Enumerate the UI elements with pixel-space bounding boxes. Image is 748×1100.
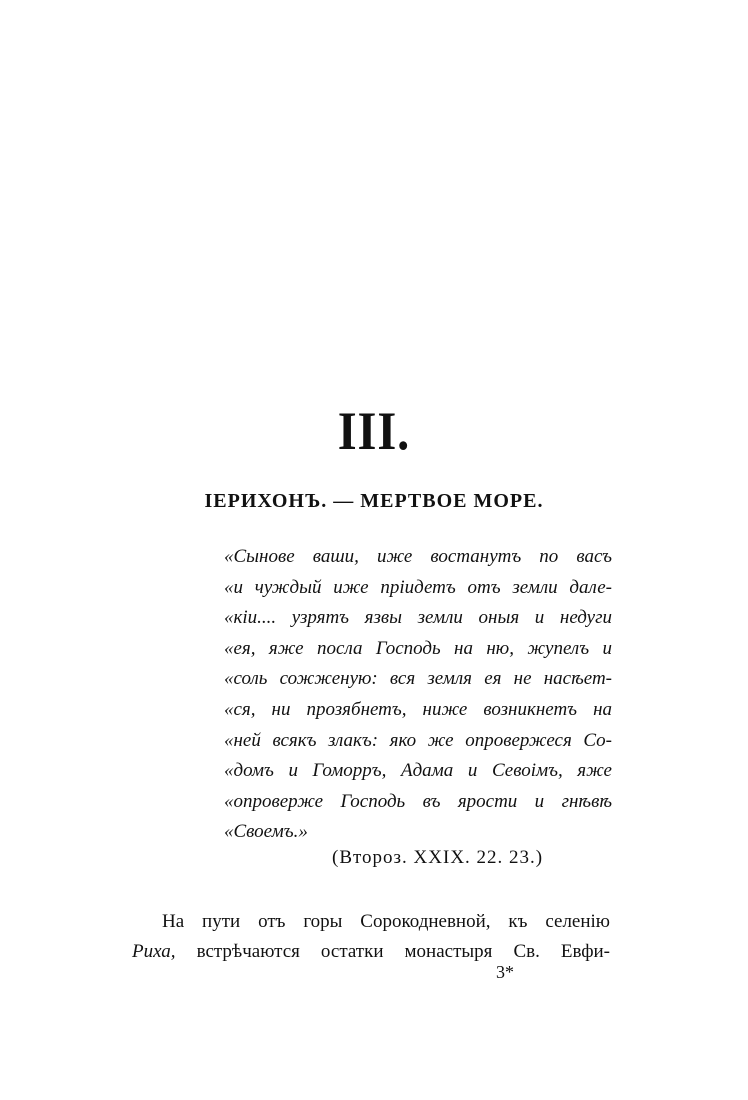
- place-name: Риха,: [132, 941, 176, 962]
- epigraph-line: «Сынове ваши, иже востанутъ по васъ: [224, 546, 612, 567]
- epigraph-line: «соль сожженую: вся земля ея не насѣет-: [224, 668, 612, 690]
- epigraph-line: «ся, ни прозябнетъ, ниже возникнетъ на: [224, 698, 612, 720]
- epigraph-line: «домъ и Гоморръ, Адама и Севоімъ, яже: [224, 760, 612, 782]
- epigraph-line: «Своемъ.»: [224, 821, 308, 843]
- epigraph: [224, 542, 612, 848]
- epigraph-line: «ней всякъ злакъ: яко же опровержеся Со-: [224, 729, 612, 751]
- chapter-title: IЕРИХОНЪ. — МЕРТВОЕ МОРЕ.: [204, 490, 544, 512]
- body-line: [132, 937, 610, 967]
- epigraph-line: «кіи.... узрятъ язвы земли оныя и недуги: [224, 607, 612, 629]
- body-paragraph: [132, 907, 610, 967]
- body-line-text: встрѣчаются остатки монастыря Св. Евфи-: [196, 941, 611, 962]
- chapter-number: III.: [337, 401, 411, 461]
- epigraph-line: «ея, яже посла Господь на ню, жупелъ и: [224, 637, 612, 659]
- signature-mark: 3*: [496, 962, 514, 982]
- body-line: На пути отъ горы Сорокодневной, къ селенію: [162, 911, 610, 932]
- epigraph-citation: (Второз. XXIX. 22. 23.): [332, 847, 544, 868]
- epigraph-line: «и чуждый иже пріидетъ отъ земли дале-: [224, 576, 612, 598]
- epigraph-line: «опроверже Господь въ ярости и гнѣвѣ: [224, 790, 612, 812]
